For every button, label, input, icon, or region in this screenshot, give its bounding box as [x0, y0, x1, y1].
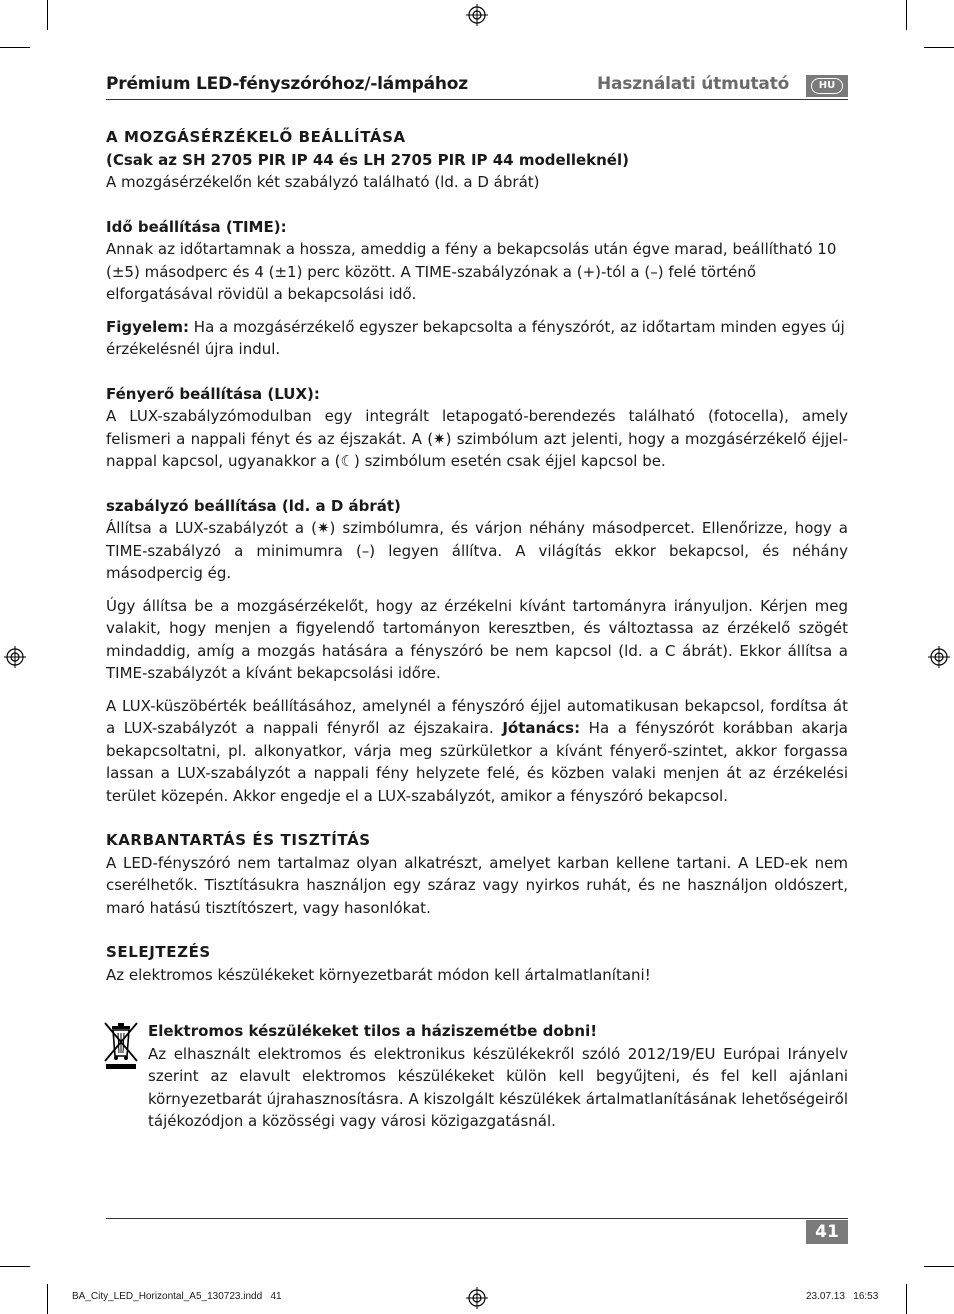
tip-label: Jótanács: — [502, 719, 581, 737]
time-heading: Idő beállítása (TIME): — [106, 217, 287, 236]
lux-body: A LUX-szabályzómodulban egy integrált letapogató-berendezés található (fotocella), amely felismeri a nappali fényt és az éjszakát. A (✷) szimbólum azt jelenti, hogy a mozgásérzékelő éjjel-nappal kapcsol, ugyanakkor a (☾) szimbólum esetén csak éjjel kapcsol be. — [106, 407, 848, 470]
adjust-paragraph-3 — [106, 695, 848, 808]
crop-mark — [924, 47, 954, 48]
section-heading-disposal: SELEJTEZÉS — [106, 943, 211, 961]
disposal-body: Az elektromos készülékeket környezetbarát módon kell ártalmatlanítani! — [106, 965, 651, 984]
models-subheading: (Csak az SH 2705 PIR IP 44 és LH 2705 PIR IP 44 modelleknél) — [106, 150, 629, 169]
lux-heading: Fényerő beállítása (LUX): — [106, 384, 320, 403]
crop-mark — [924, 1266, 954, 1267]
crop-mark — [0, 1266, 30, 1267]
note-label: Figyelem: — [106, 317, 190, 336]
registration-mark-icon — [928, 646, 950, 668]
maintenance-body: A LED-fényszóró nem tartalmaz olyan alkatrészt, amelyet karban kellene tartani. A LED-ek nem cserélhetők. Tisztításukra használjon egy száraz vagy nyirkos ruhát, és ne használjon oldószert, maró hatású tisztítószert, vagy hasonlókat. — [106, 853, 848, 917]
weee-notice — [148, 1020, 848, 1133]
crossed-out-bin-icon — [103, 1020, 139, 1070]
section-heading-maintenance: KARBANTARTÁS ÉS TISZTÍTÁS — [106, 831, 371, 849]
section-heading-motion-sensor: A MOZGÁSÉRZÉKELŐ BEÁLLÍTÁSA — [106, 128, 406, 146]
weee-body: Az elhasznált elektromos és elektronikus készülékekről szóló 2012/19/EU Európai Irányelv szerint az elavult elektromos készülékeket külön kell begyűjteni, és fel kell ajánlani környezetbarát újrahasznosításra. A kiszolgált készülékek ártalmatlanításának lehetőségeiről tájékozódjon a közösségi vagy városi közigazgatásnál. — [148, 1044, 848, 1130]
adjust-paragraph-1: Állítsa a LUX-szabályzót a (✷) szimbólumra, és várjon néhány másodpercet. Ellenőrizze, hogy a TIME-szabályzó a minimumra (–) legyen állítva. A világítás ekkor bekapcsol, és néhány másodpercig ég. — [106, 519, 848, 582]
registration-mark-icon — [466, 1287, 488, 1309]
adjust-p3-start: A LUX-küszöbérték beállításához, amelynél a fényszóró éjjel automatikusan bekapcsol, fordítsa át a LUX-szabályzót a nappali fényről az éjszakaira. — [106, 696, 848, 737]
time-body: Annak az időtartamnak a hossza, ameddig a fény a bekapcsolás után égve marad, beállítható 10 (±5) másodperc és 4 (±1) perc között. A TIME-szabályzónak a (+)-tól a (–) felé történő elforgatásával rövidül a bekapcsolási idő. — [106, 240, 837, 303]
print-slug-date: 23.07.13 16:53 — [806, 1291, 879, 1302]
registration-mark-icon — [466, 4, 488, 26]
footer-divider — [106, 1218, 848, 1219]
adjust-paragraph-2: Úgy állítsa be a mozgásérzékelőt, hogy az érzékelni kívánt tartományra irányuljon. Kérjen meg valakit, hogy menjen a figyelendő tartományon keresztben, és változtassa az érzékelő szögét mindaddig, amíg a mozgás hatására a fényszóró be nem kapcsol (ld. a C ábrát). Ekkor állítsa a TIME-szabályzót a kívánt bekapcsolási időre. — [106, 596, 848, 682]
adjust-heading: szabályzó beállítása (ld. a D ábrát) — [106, 496, 401, 515]
main-content — [106, 126, 848, 986]
note-body: Ha a mozgásérzékelő egyszer bekapcsolta a fényszórót, az időtartam minden egyes új érzékelésnél újra indul. — [106, 317, 845, 358]
crop-mark — [47, 1284, 48, 1314]
weee-heading: Elektromos készülékeket tilos a háziszemétbe dobni! — [148, 1022, 598, 1040]
print-slug-file: BA_City_LED_Horizontal_A5_130723.indd 41 — [72, 1291, 282, 1302]
time-note — [106, 316, 848, 361]
motion-intro: A mozgásérzékelőn két szabályzó található (ld. a D ábrát) — [106, 173, 540, 191]
page-header-title: Prémium LED-fényszóróhoz/-lámpához — [106, 74, 468, 94]
crop-mark — [47, 0, 48, 30]
page-number: 41 — [806, 1220, 848, 1244]
header-divider — [106, 99, 848, 100]
crop-mark — [906, 1284, 907, 1314]
adjust-p3-end: Ha a fényszórót korábban akarja bekapcsoltatni, pl. alkonyatkor, várja meg szürkületkor a kívánt fényerő-szintet, akkor forgassa lassan a LUX-szabályzót a nappali fény helyzete felé, és közben valaki menjen át az érzékelési terület közepén. Akkor engedje el a LUX-szabályzót, amikor a fényszóró bekapcsol. — [106, 719, 848, 805]
registration-mark-icon — [4, 646, 26, 668]
language-badge — [806, 75, 848, 97]
crop-mark — [0, 47, 30, 48]
manual-label: Használati útmutató — [597, 74, 790, 94]
language-code: HU — [811, 78, 843, 94]
crop-mark — [906, 0, 907, 30]
